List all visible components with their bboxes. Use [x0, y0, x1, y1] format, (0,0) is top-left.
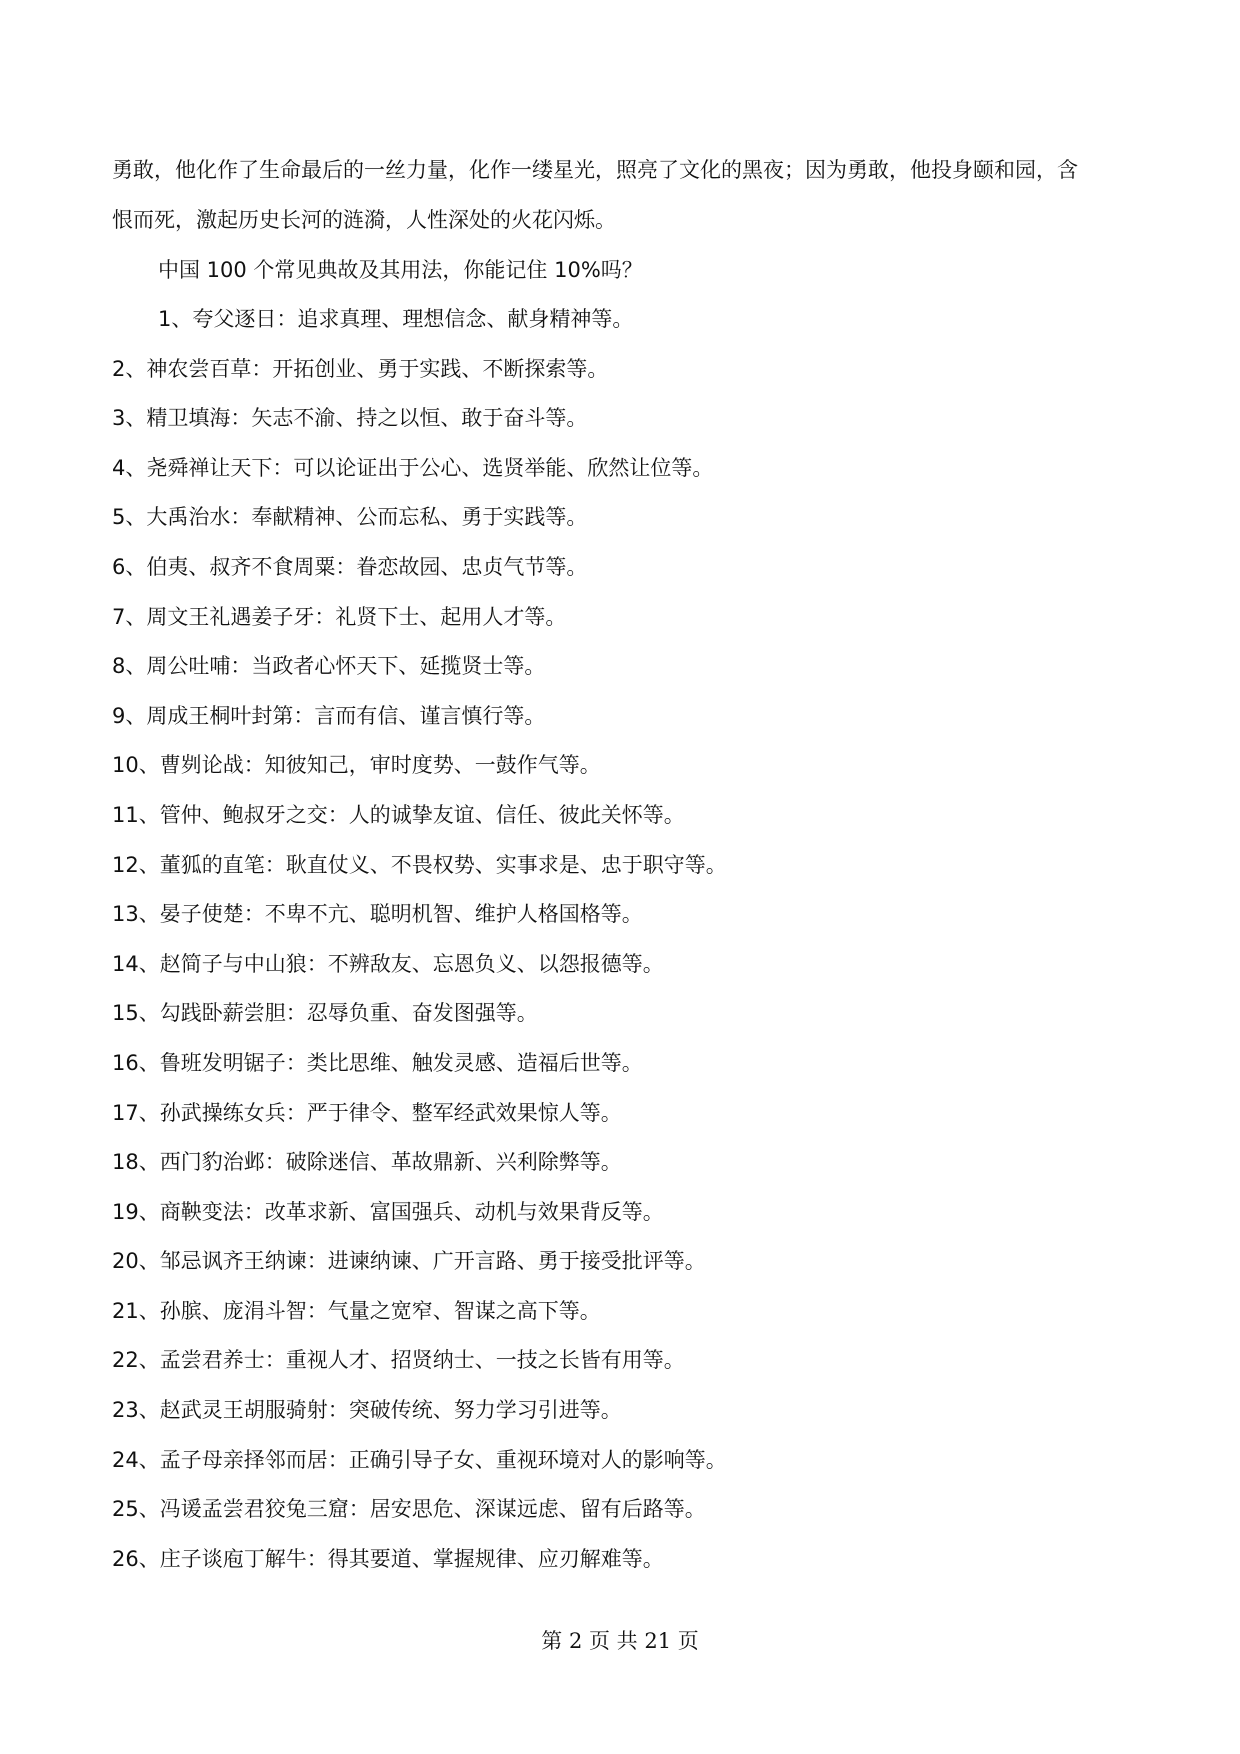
list-item: 15、勾践卧薪尝胆：忍辱负重、奋发图强等。: [112, 1001, 538, 1026]
list-item: 16、鲁班发明锯子：类比思维、触发灵感、造福后世等。: [112, 1050, 643, 1075]
intro-line-1: 勇敢，他化作了生命最后的一丝力量，化作一缕星光，照亮了文化的黑夜；因为勇敢，他投身颐和园，含: [112, 158, 1078, 182]
list-item: 26、庄子谈庖丁解牛：得其要道、掌握规律、应刃解难等。: [112, 1546, 664, 1571]
list-item: 3、精卫填海：矢志不渝、持之以恒、敢于奋斗等。: [112, 406, 588, 431]
list-item: 25、冯谖孟尝君狡兔三窟：居安思危、深谋远虑、留有后路等。: [112, 1497, 706, 1522]
list-item: 5、大禹治水：奉献精神、公而忘私、勇于实践等。: [112, 505, 588, 530]
page-number-footer: 第 2 页 共 21 页: [541, 1629, 699, 1653]
list-item: 11、管仲、鲍叔牙之交：人的诚挚友谊、信任、彼此关怀等。: [112, 802, 685, 827]
section-heading: 中国 100 个常见典故及其用法，你能记住 10%吗？: [158, 258, 643, 282]
list-item: 21、孙膑、庞涓斗智：气量之宽窄、智谋之高下等。: [112, 1298, 601, 1323]
list-item: 12、董狐的直笔：耿直仗义、不畏权势、实事求是、忠于职守等。: [112, 852, 727, 877]
list-item: 6、伯夷、叔齐不食周粟：眷恋故园、忠贞气节等。: [112, 554, 588, 579]
list-item: 8、周公吐哺：当政者心怀天下、延揽贤士等。: [112, 654, 546, 679]
list-item: 13、晏子使楚：不卑不亢、聪明机智、维护人格国格等。: [112, 902, 643, 927]
list-item: 1、夸父逐日：追求真理、理想信念、献身精神等。: [158, 307, 634, 331]
list-item: 7、周文王礼遇姜子牙：礼贤下士、起用人才等。: [112, 604, 567, 629]
list-item: 19、商鞅变法：改革求新、富国强兵、动机与效果背反等。: [112, 1199, 664, 1224]
list-item: 17、孙武操练女兵：严于律令、整军经武效果惊人等。: [112, 1100, 622, 1125]
list-item: 14、赵简子与中山狼：不辨敌友、忘恩负义、以怨报德等。: [112, 951, 664, 976]
page-content: [112, 145, 1142, 1584]
list-item: 10、曹刿论战：知彼知己，审时度势、一鼓作气等。: [112, 753, 601, 778]
list-item: 24、孟子母亲择邻而居：正确引导子女、重视环境对人的影响等。: [112, 1447, 727, 1472]
list-item: 23、赵武灵王胡服骑射：突破传统、努力学习引进等。: [112, 1398, 622, 1423]
list-item: 2、神农尝百草：开拓创业、勇于实践、不断探索等。: [112, 356, 609, 381]
list-item: 22、孟尝君养士：重视人才、招贤纳士、一技之长皆有用等。: [112, 1348, 685, 1373]
allusion-list: [112, 295, 1142, 1584]
list-item: 9、周成王桐叶封第：言而有信、谨言慎行等。: [112, 703, 546, 728]
list-item: 4、尧舜禅让天下：可以论证出于公心、选贤举能、欣然让位等。: [112, 455, 714, 480]
list-item: 18、西门豹治邺：破除迷信、革故鼎新、兴利除弊等。: [112, 1150, 622, 1175]
intro-line-2: 恨而死，激起历史长河的涟漪，人性深处的火花闪烁。: [112, 208, 616, 232]
list-item: 20、邹忌讽齐王纳谏：进谏纳谏、广开言路、勇于接受批评等。: [112, 1249, 706, 1274]
